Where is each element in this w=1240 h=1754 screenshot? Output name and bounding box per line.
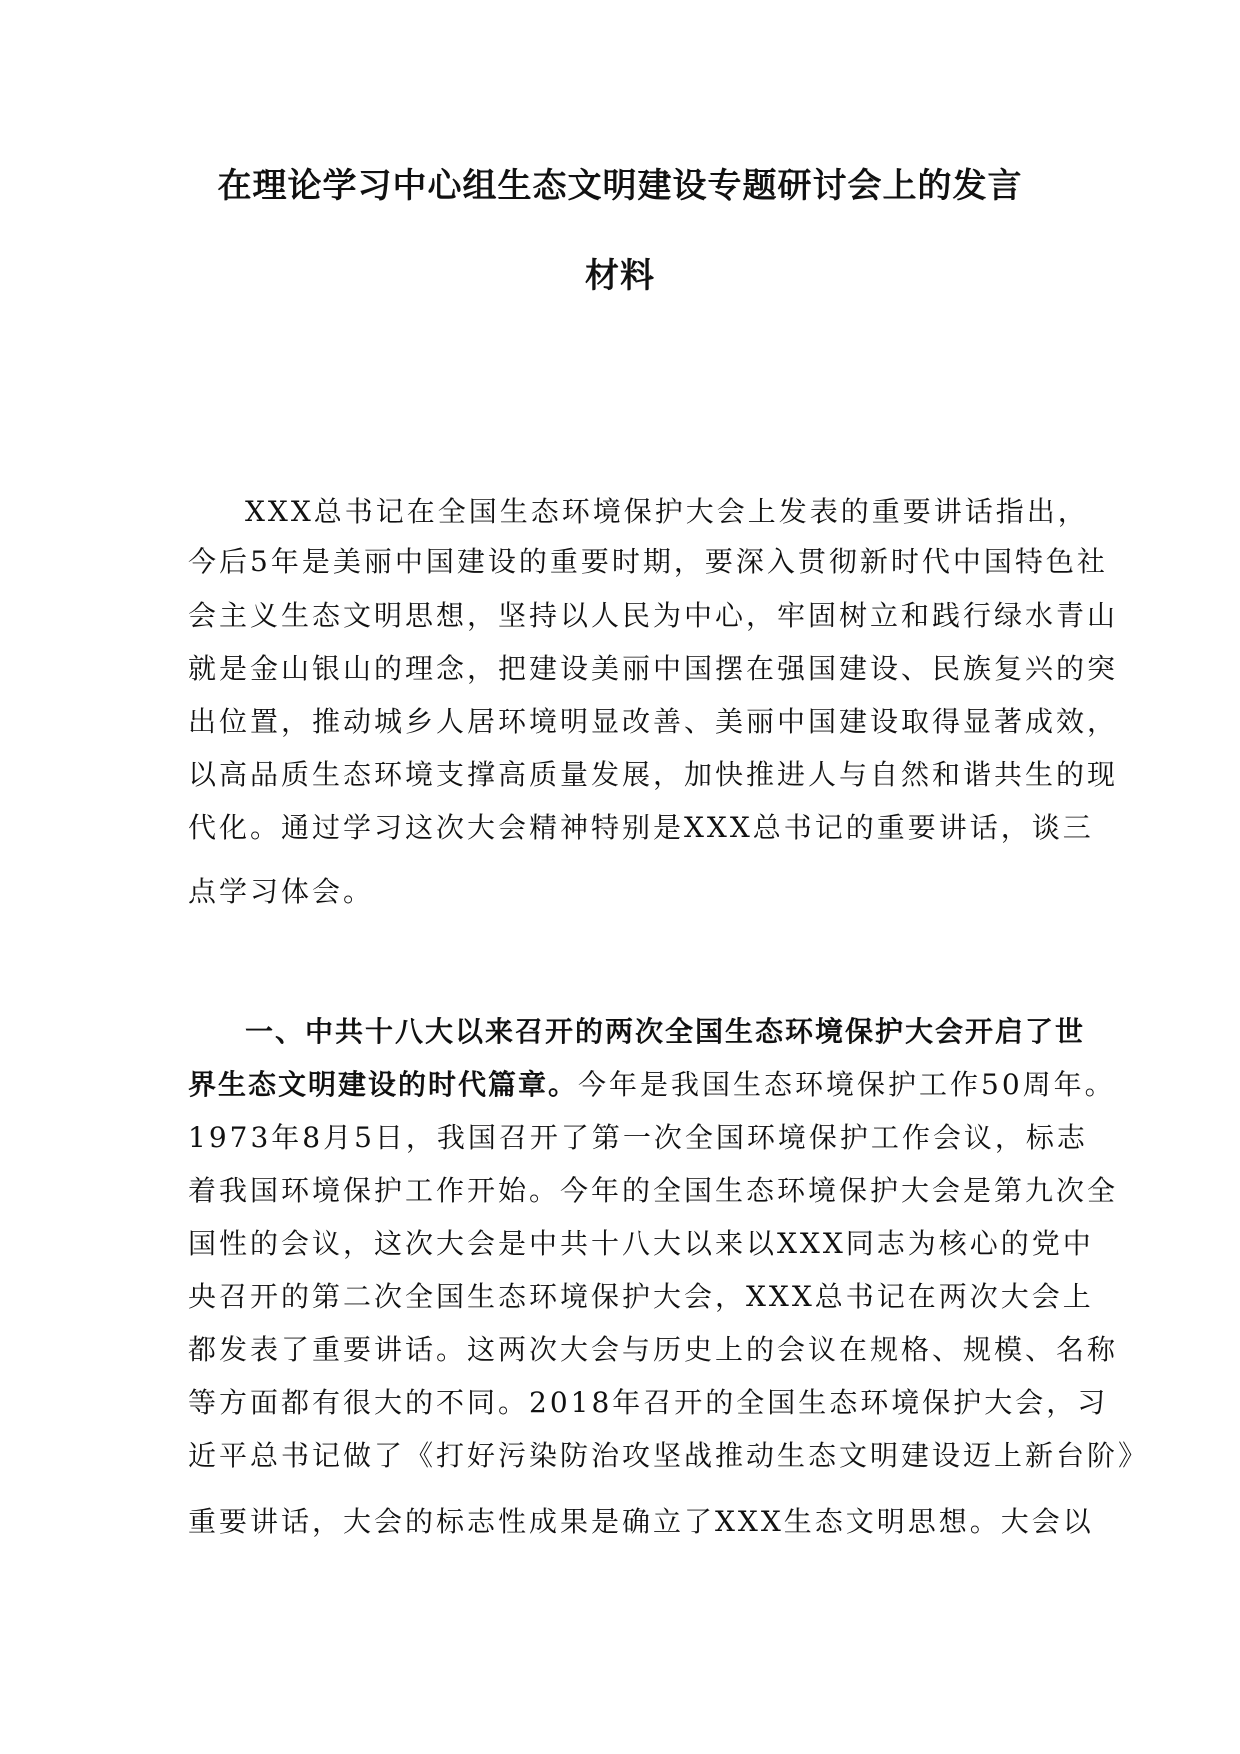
paragraph-2-text: 今年是我国生态环境保护工作50周年。 <box>578 1068 1116 1101</box>
section-heading-line-1 <box>245 1012 1105 1052</box>
paragraph-2-line: 都发表了重要讲话。这两次大会与历史上的会议在规格、规模、名称 <box>188 1333 1119 1366</box>
paragraph-1-line: 今后5年是美丽中国建设的重要时期，要深入贯彻新时代中国特色社 <box>188 545 1108 578</box>
paragraph-2-line: 国性的会议，这次大会是中共十八大以来以XXX同志为核心的党中 <box>188 1227 1094 1260</box>
paragraph-2-line: 等方面都有很大的不同。2018年召开的全国生态环境保护大会，习 <box>188 1386 1109 1419</box>
section-heading-bold: 界生态文明建设的时代篇章。 <box>188 1068 579 1101</box>
paragraph-2-line: 1973年8月5日，我国召开了第一次全国环境保护工作会议，标志 <box>188 1121 1088 1154</box>
paragraph-2-line: 近平总书记做了《打好污染防治攻坚战推动生态文明建设迈上新台阶》 <box>188 1439 1150 1472</box>
paragraph-1-line: 就是金山银山的理念，把建设美丽中国摆在强国建设、民族复兴的突 <box>188 652 1119 685</box>
paragraph-1-line: 点学习体会。 <box>188 875 375 908</box>
paragraph-1-line: XXX总书记在全国生态环境保护大会上发表的重要讲话指出， <box>245 495 1089 528</box>
paragraph-1-line: 代化。通过学习这次大会精神特别是XXX总书记的重要讲话，谈三 <box>188 811 1094 844</box>
section-heading-bold: 一、中共十八大以来召开的两次全国生态环境保护大会开启了世 <box>245 1015 1086 1048</box>
document-title-line-1: 在理论学习中心组生态文明建设专题研讨会上的发言 <box>217 166 1023 206</box>
document-title-line-2: 材料 <box>585 256 655 296</box>
section-heading-line-2 <box>188 1065 1116 1105</box>
paragraph-1-line: 出位置，推动城乡人居环境明显改善、美丽中国建设取得显著成效， <box>188 705 1119 738</box>
paragraph-1-line: 会主义生态文明思想，坚持以人民为中心，牢固树立和践行绿水青山 <box>188 599 1119 632</box>
paragraph-2-line: 着我国环境保护工作开始。今年的全国生态环境保护大会是第九次全 <box>188 1174 1119 1207</box>
paragraph-2-line: 央召开的第二次全国生态环境保护大会，XXX总书记在两次大会上 <box>188 1280 1094 1313</box>
paragraph-1-line: 以高品质生态环境支撑高质量发展，加快推进人与自然和谐共生的现 <box>188 758 1119 791</box>
paragraph-2-line: 重要讲话，大会的标志性成果是确立了XXX生态文明思想。大会以 <box>188 1505 1094 1538</box>
